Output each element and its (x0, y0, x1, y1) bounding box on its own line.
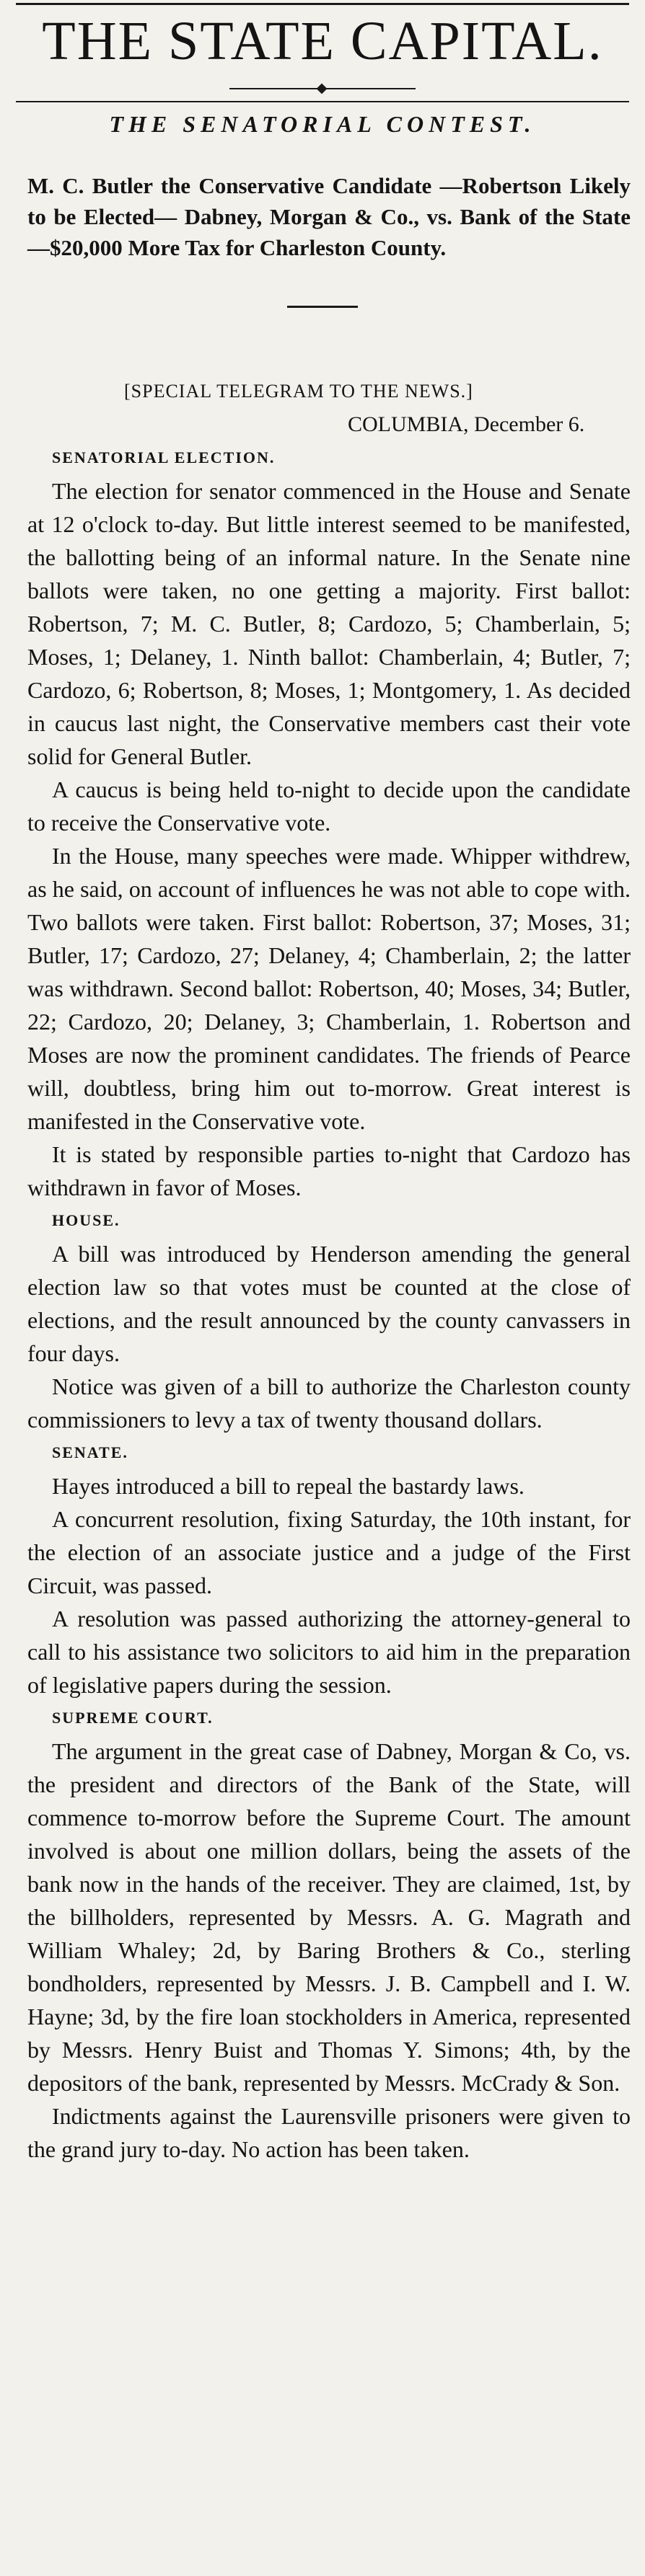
masthead-rule (16, 101, 629, 102)
paragraph: Hayes introduced a bill to repeal the bastardy laws. (52, 1473, 525, 1499)
diamond-icon (317, 84, 328, 94)
kicker-heading: THE SENATORIAL CONTEST. (109, 111, 536, 137)
dateline-source: [SPECIAL TELEGRAM TO THE NEWS.] (124, 381, 473, 402)
paragraph: In the House, many speeches were made. Whipper withdrew, as he said, on account of influences he was not able to cope with. Two ballots were taken. First ballot: Robertson, 37; Moses, 31; Butler, 17; Cardozo, 27; Delaney, 4; Chamberlain, 2; the latter was withdrawn. Second ballot: Robertson, 40; Moses, 34; Butler, 22; Cardozo, 20; Delaney, 3; Chamberlain, 1. Robertson and Moses are now the prominent candidates. The friends of Pearce will, doubtless, bring him out to-morrow. Great interest is manifested in the Conservative vote. (27, 843, 631, 1134)
paragraph: The argument in the great case of Dabney, Morgan & Co, vs. the president and directors of the Bank of the State, will commence to-morrow before the Supreme Court. The amount involved is about one million dollars, being the assets of the bank now in the hands of the receiver. They are claimed, 1st, by the billholders, represented by Messrs. A. G. Magrath and William Whaley; 2d, by Baring Brothers & Co., sterling bondholders, represented by Messrs. J. B. Campbell and I. W. Hayne; 3d, by the fire loan stockholders in America, represented by Messrs. Henry Buist and Thomas Y. Simons; 4th, by the depositors of the bank, represented by Messrs. McCrady & Son. (27, 1738, 631, 2096)
section-heading-senatorial: SENATORIAL ELECTION. (52, 448, 276, 466)
paragraph: A caucus is being held to-night to decide upon the candidate to receive the Conservative vote. (27, 776, 631, 836)
section-heading-house: HOUSE. (52, 1211, 120, 1229)
paragraph: Notice was given of a bill to authorize the Charleston county commissioners to levy a tax of twenty thousand dollars. (27, 1373, 631, 1433)
ornament-divider (229, 84, 416, 94)
section-heading-senate: SENATE. (52, 1443, 128, 1461)
paragraph: A bill was introduced by Henderson amending the general election law so that votes must be counted at the close of elections, and the result announced by the county canvassers in four days. (27, 1241, 631, 1366)
dateline-place-date: COLUMBIA, December 6. (348, 412, 585, 436)
paragraph: A concurrent resolution, fixing Saturday, the 10th instant, for the election of an associate justice and a judge of the First Circuit, was passed. (27, 1506, 631, 1598)
masthead: THE STATE CAPITAL. (42, 11, 603, 71)
deck-headline: M. C. Butler the Conservative Candidate —Robertson Likely to be Elected— Dabney, Morgan & Co., vs. Bank of the State—$20,000 More Tax for Charleston County. (27, 173, 631, 260)
paragraph: A resolution was passed authorizing the attorney-general to call to his assistance two solicitors to aid him in the preparation of legislative papers during the session. (27, 1606, 631, 1698)
paragraph: The election for senator commenced in the House and Senate at 12 o'clock to-day. But little interest seemed to be manifested, the ballotting being of an informal nature. In the Senate nine ballots were taken, no one getting a majority. First ballot: Robertson, 7; M. C. Butler, 8; Cardozo, 5; Chamberlain, 5; Moses, 1; Delaney, 1. Ninth ballot: Chamberlain, 4; Butler, 7; Cardozo, 6; Robertson, 8; Moses, 1; Montgomery, 1. As decided in caucus last night, the Conservative members cast their vote solid for General Butler. (27, 478, 631, 769)
article-body (27, 375, 631, 2166)
top-rule (16, 3, 629, 5)
paragraph: It is stated by responsible parties to-night that Cardozo has withdrawn in favor of Moses. (27, 1141, 631, 1200)
paragraph: Indictments against the Laurensville prisoners were given to the grand jury to-day. No action has been taken. (27, 2103, 631, 2162)
deck-divider (287, 306, 358, 308)
section-heading-supreme-court: SUPREME COURT. (52, 1709, 214, 1727)
